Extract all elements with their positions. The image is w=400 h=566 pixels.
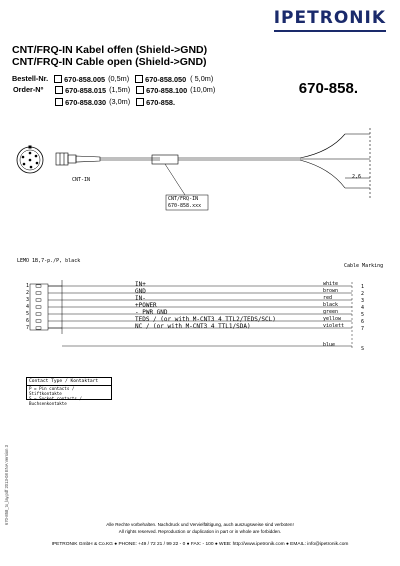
checkbox-icon [54,75,62,83]
pin-contact [36,320,41,322]
marking-number: 6 [361,319,365,325]
cable-drawing [0,120,400,230]
marking-number: 4 [361,305,365,311]
pin-contact [36,306,41,308]
pin-contact [36,285,41,287]
pin-contact [36,299,41,301]
pin-number: 2 [26,290,30,296]
wire-color: blue [323,342,336,348]
wire-color: green [323,309,339,315]
signal-name: IN- [135,295,146,302]
connector-label: CNT-IN [72,177,91,183]
order-row [12,97,216,109]
connector-body-icon [56,128,370,198]
footer-rights-de: Alle Rechte vorbehalten. Nachdruck und Vervielfältigung, auch auszugsweise sind verboten! [106,522,294,527]
cable-tag-line2: 670-858.xxx [168,203,202,209]
order-length: (3,0m) [109,97,131,107]
signal-name: +POWER [135,302,157,309]
legend-pin: P = Pin contacts / Stiftkontakte [29,386,75,396]
order-row [12,85,216,97]
order-length: (1,5m) [109,85,131,95]
order-length: (0,5m) [108,74,130,83]
legend-socket: S = Socket contacts / Buchsenkontakte [29,396,82,406]
lemo-connector-label: LEMO 1B,7-p./P, black [17,258,81,264]
pin-contact [36,292,41,294]
order-code: 670-858.005 [64,74,106,84]
signal-name: IN+ [135,281,146,288]
order-label-en: Order-Nº [13,85,44,95]
dimension-label: 2,6 [352,174,362,180]
signal-name: TEDS / (or with M-CNT3 4 TTL2/TEDS/SCL) [135,316,276,323]
cable-marking-heading: Cable Marking [344,263,384,269]
pin-number: 3 [26,297,30,303]
marking-number: 3 [361,298,365,304]
legend-title: Contact Type / Kontaktart [27,378,111,386]
checkbox-icon [136,86,144,94]
contact-type-legend [26,377,112,406]
order-length: (10,0m) [190,85,216,95]
part-number: 670-858. [298,80,358,97]
wire-color: yellow [323,316,342,322]
pin-contact [36,313,41,315]
cable-tag-line1: CNT/FRQ-IN [168,196,199,202]
pin-number: 7 [26,325,30,331]
wire-color: brown [323,288,339,294]
checkbox-icon [55,98,63,106]
title-english: CNT/FRQ-IN Cable open (Shield->GND) [12,56,207,68]
wire-color: red [323,295,333,301]
document-id-vertical: 670-858_tx_lay.pdf 2013-08 ENA Version 3 [4,444,9,525]
checkbox-icon [55,86,63,94]
checkbox-icon [136,98,144,106]
pin-contact [36,327,41,329]
wire-color: white [323,281,339,287]
connector-face-icon [17,146,43,174]
pin-number: 6 [26,318,30,324]
pin-number: 1 [26,283,30,289]
footer-contact: IPETRONIK GmbH & Co.KG ● PHONE: +49 / 72 21 / 99 22 - 0 ● FAX: - 100 ● WEB: http://www.ipetronik.com ● EMAIL: info@ipetronik.com [51,542,349,547]
order-code: 670-858.030 [65,97,107,107]
footer-rights-en: All rights reserved. Reproduction or duplication in part or in whole are forbidden. [118,529,282,534]
order-numbers [12,74,216,108]
order-label-de: Bestell-Nr. [12,74,49,83]
order-row [12,74,216,85]
order-code: 670-858. [146,97,175,107]
marking-number: 7 [361,326,365,332]
marking-number: 2 [361,291,365,297]
wire-color: black [323,302,339,308]
signal-name: GND [135,288,146,295]
marking-number: S [361,346,365,352]
order-code: 670-858.100 [146,85,188,95]
order-length [189,97,216,109]
order-table [12,74,216,108]
title-german: CNT/FRQ-IN Kabel offen (Shield->GND) [12,44,208,56]
order-code: 670-858.015 [65,85,107,95]
marking-number: 5 [361,312,365,318]
logo-underline [274,30,386,32]
signal-name: NC / (or with M-CNT3 4 TTL1/SDA) [135,323,251,330]
ipetronik-logo: IPETRONIK [273,8,386,28]
document-title [12,44,207,68]
marking-number: 1 [361,284,365,290]
checkbox-icon [135,75,143,83]
wiring-schematic [0,270,400,360]
pin-number: 5 [26,311,30,317]
pin-number: 4 [26,304,30,310]
order-code: 670-858.050 [145,74,187,84]
signal-name: - PWR GND [135,309,168,316]
order-length: ( 5,0m) [190,74,214,83]
wire-color: violett [323,323,345,329]
